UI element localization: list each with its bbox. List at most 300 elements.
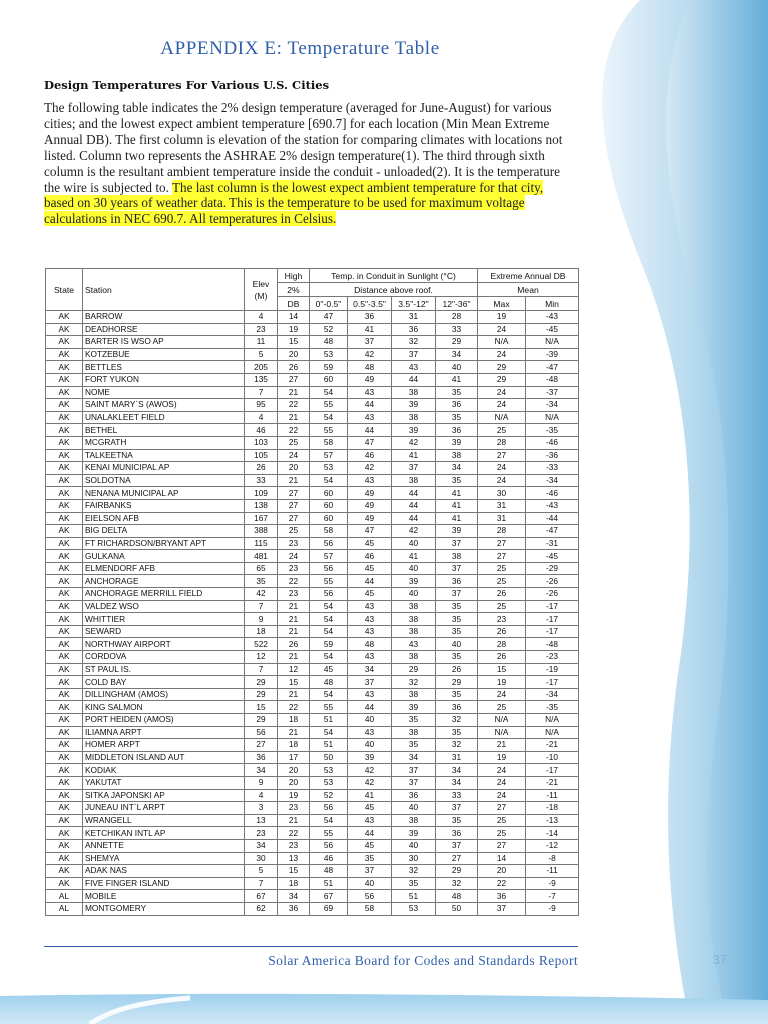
cell-d4: 41 xyxy=(436,499,478,512)
cell-min: -26 xyxy=(526,575,579,588)
cell-d3: 38 xyxy=(392,600,436,613)
cell-max: 24 xyxy=(478,462,526,475)
cell-state: AK xyxy=(46,865,83,878)
header-max: Max xyxy=(478,297,526,311)
cell-d2: 45 xyxy=(348,588,392,601)
header-state: State xyxy=(46,269,83,311)
table-row xyxy=(46,839,579,852)
table-row xyxy=(46,638,579,651)
cell-max: 28 xyxy=(478,638,526,651)
cell-d4: 39 xyxy=(436,525,478,538)
cell-station: BARTER IS WSO AP xyxy=(83,336,245,349)
cell-d1: 69 xyxy=(310,902,348,915)
cell-d1: 53 xyxy=(310,764,348,777)
cell-db: 26 xyxy=(278,638,310,651)
cell-min: -21 xyxy=(526,776,579,789)
cell-max: 28 xyxy=(478,525,526,538)
cell-state: AK xyxy=(46,625,83,638)
cell-db: 20 xyxy=(278,776,310,789)
cell-d1: 57 xyxy=(310,550,348,563)
header-station: Station xyxy=(83,269,245,311)
table-body xyxy=(46,311,579,916)
cell-station: DEADHORSE xyxy=(83,323,245,336)
table-row xyxy=(46,739,579,752)
cell-state: AK xyxy=(46,361,83,374)
cell-d2: 45 xyxy=(348,562,392,575)
cell-min: -13 xyxy=(526,814,579,827)
cell-max: 25 xyxy=(478,827,526,840)
cell-d2: 46 xyxy=(348,550,392,563)
cell-d2: 44 xyxy=(348,399,392,412)
cell-d1: 54 xyxy=(310,600,348,613)
cell-d1: 52 xyxy=(310,789,348,802)
cell-d4: 32 xyxy=(436,714,478,727)
cell-elev: 205 xyxy=(245,361,278,374)
cell-d2: 43 xyxy=(348,386,392,399)
cell-max: 28 xyxy=(478,436,526,449)
cell-db: 27 xyxy=(278,512,310,525)
cell-elev: 167 xyxy=(245,512,278,525)
cell-d3: 37 xyxy=(392,462,436,475)
cell-db: 23 xyxy=(278,588,310,601)
cell-elev: 12 xyxy=(245,651,278,664)
cell-min: -48 xyxy=(526,373,579,386)
cell-d1: 47 xyxy=(310,311,348,324)
cell-min: N/A xyxy=(526,714,579,727)
cell-min: -21 xyxy=(526,739,579,752)
cell-elev: 388 xyxy=(245,525,278,538)
cell-d4: 36 xyxy=(436,575,478,588)
cell-state: AK xyxy=(46,600,83,613)
table-row xyxy=(46,751,579,764)
cell-d2: 43 xyxy=(348,625,392,638)
cell-d1: 54 xyxy=(310,726,348,739)
cell-d3: 32 xyxy=(392,676,436,689)
title-prefix: APPENDIX E: xyxy=(160,38,288,59)
cell-elev: 56 xyxy=(245,726,278,739)
header-conduit: Temp. in Conduit in Sunlight (°C) xyxy=(310,269,478,283)
cell-max: 29 xyxy=(478,361,526,374)
cell-db: 14 xyxy=(278,311,310,324)
cell-d1: 58 xyxy=(310,525,348,538)
cell-d4: 31 xyxy=(436,751,478,764)
cell-d2: 45 xyxy=(348,802,392,815)
table-row xyxy=(46,336,579,349)
cell-state: AK xyxy=(46,739,83,752)
cell-d1: 52 xyxy=(310,323,348,336)
cell-max: 37 xyxy=(478,902,526,915)
title-main: Temperature Table xyxy=(287,38,440,59)
cell-max: 26 xyxy=(478,625,526,638)
cell-station: FORT YUKON xyxy=(83,373,245,386)
cell-d3: 39 xyxy=(392,575,436,588)
cell-state: AK xyxy=(46,550,83,563)
cell-d1: 54 xyxy=(310,613,348,626)
cell-d4: 33 xyxy=(436,789,478,802)
cell-max: 24 xyxy=(478,323,526,336)
cell-d1: 55 xyxy=(310,399,348,412)
cell-min: -47 xyxy=(526,525,579,538)
cell-elev: 26 xyxy=(245,462,278,475)
table-row xyxy=(46,651,579,664)
table-row xyxy=(46,575,579,588)
cell-elev: 105 xyxy=(245,449,278,462)
cell-db: 13 xyxy=(278,852,310,865)
cell-max: 25 xyxy=(478,701,526,714)
cell-d2: 44 xyxy=(348,827,392,840)
cell-state: AK xyxy=(46,323,83,336)
cell-d4: 36 xyxy=(436,827,478,840)
cell-d4: 28 xyxy=(436,311,478,324)
cell-d2: 35 xyxy=(348,852,392,865)
cell-elev: 138 xyxy=(245,499,278,512)
cell-max: 27 xyxy=(478,449,526,462)
table-row xyxy=(46,701,579,714)
table-row xyxy=(46,550,579,563)
cell-min: -19 xyxy=(526,663,579,676)
cell-d1: 54 xyxy=(310,386,348,399)
cell-d1: 56 xyxy=(310,802,348,815)
cell-state: AK xyxy=(46,613,83,626)
cell-d3: 42 xyxy=(392,436,436,449)
cell-d3: 44 xyxy=(392,512,436,525)
intro-text: The following table indicates the 2% design temperature (averaged for June-August) for various cities; and the lowest expect ambient temperature [690.7] for each location (Min Mean Extreme Annual DB). The first column is elevation of the station for comparing climates with locations not listed. Column two represents the ASHRAE 2% design temperature(1). The third through sixth column is the resultant ambient temperature inside the conduit - unloaded(2). It is the temperature the wire is subjected to. xyxy=(44,100,563,195)
cell-d1: 51 xyxy=(310,739,348,752)
cell-db: 21 xyxy=(278,651,310,664)
cell-station: KETCHIKAN INTL AP xyxy=(83,827,245,840)
cell-max: 19 xyxy=(478,751,526,764)
table-row xyxy=(46,776,579,789)
cell-station: BIG DELTA xyxy=(83,525,245,538)
cell-d4: 37 xyxy=(436,562,478,575)
cell-max: N/A xyxy=(478,336,526,349)
cell-state: AK xyxy=(46,814,83,827)
cell-elev: 522 xyxy=(245,638,278,651)
cell-elev: 62 xyxy=(245,902,278,915)
cell-d4: 35 xyxy=(436,726,478,739)
table-row xyxy=(46,386,579,399)
cell-state: AK xyxy=(46,701,83,714)
cell-elev: 42 xyxy=(245,588,278,601)
cell-station: DILLINGHAM (AMOS) xyxy=(83,688,245,701)
page-title xyxy=(0,38,600,60)
cell-d4: 32 xyxy=(436,739,478,752)
cell-max: 15 xyxy=(478,663,526,676)
cell-d1: 58 xyxy=(310,436,348,449)
cell-state: AK xyxy=(46,487,83,500)
cell-d4: 34 xyxy=(436,348,478,361)
cell-elev: 65 xyxy=(245,562,278,575)
cell-min: -9 xyxy=(526,902,579,915)
cell-d2: 47 xyxy=(348,436,392,449)
cell-d2: 43 xyxy=(348,474,392,487)
cell-d3: 38 xyxy=(392,688,436,701)
cell-d2: 43 xyxy=(348,411,392,424)
table-row xyxy=(46,348,579,361)
cell-d2: 42 xyxy=(348,462,392,475)
cell-station: SEWARD xyxy=(83,625,245,638)
cell-d1: 55 xyxy=(310,701,348,714)
cell-elev: 23 xyxy=(245,827,278,840)
cell-d4: 41 xyxy=(436,512,478,525)
cell-d4: 35 xyxy=(436,613,478,626)
cell-d4: 38 xyxy=(436,550,478,563)
cell-db: 23 xyxy=(278,839,310,852)
cell-elev: 7 xyxy=(245,877,278,890)
cell-d4: 29 xyxy=(436,676,478,689)
cell-d4: 38 xyxy=(436,449,478,462)
cell-station: ANCHORAGE xyxy=(83,575,245,588)
cell-min: -35 xyxy=(526,701,579,714)
cell-station: PORT HEIDEN (AMOS) xyxy=(83,714,245,727)
cell-db: 21 xyxy=(278,411,310,424)
cell-db: 18 xyxy=(278,739,310,752)
cell-db: 21 xyxy=(278,600,310,613)
cell-max: 24 xyxy=(478,348,526,361)
cell-max: 23 xyxy=(478,613,526,626)
cell-station: COLD BAY xyxy=(83,676,245,689)
cell-d2: 43 xyxy=(348,814,392,827)
cell-db: 22 xyxy=(278,399,310,412)
cell-min: -7 xyxy=(526,890,579,903)
cell-d1: 48 xyxy=(310,336,348,349)
cell-d3: 36 xyxy=(392,323,436,336)
table-row xyxy=(46,512,579,525)
cell-elev: 46 xyxy=(245,424,278,437)
cell-state: AK xyxy=(46,474,83,487)
cell-min: -43 xyxy=(526,499,579,512)
cell-db: 15 xyxy=(278,676,310,689)
cell-station: ST PAUL IS. xyxy=(83,663,245,676)
cell-d3: 38 xyxy=(392,814,436,827)
cell-d1: 55 xyxy=(310,575,348,588)
cell-d2: 56 xyxy=(348,890,392,903)
cell-d3: 43 xyxy=(392,638,436,651)
cell-state: AK xyxy=(46,399,83,412)
cell-state: AK xyxy=(46,424,83,437)
table-row xyxy=(46,625,579,638)
cell-d2: 44 xyxy=(348,701,392,714)
cell-station: UNALAKLEET FIELD xyxy=(83,411,245,424)
cell-d1: 54 xyxy=(310,625,348,638)
intro-paragraph xyxy=(44,100,564,227)
cell-d1: 56 xyxy=(310,537,348,550)
cell-state: AK xyxy=(46,562,83,575)
cell-elev: 30 xyxy=(245,852,278,865)
header-high: High xyxy=(278,269,310,283)
table-row xyxy=(46,361,579,374)
header-distance: Distance above roof. xyxy=(310,283,478,297)
cell-max: 30 xyxy=(478,487,526,500)
cell-elev: 11 xyxy=(245,336,278,349)
header-d4: 12"-36" xyxy=(436,297,478,311)
cell-station: ANCHORAGE MERRILL FIELD xyxy=(83,588,245,601)
cell-min: N/A xyxy=(526,726,579,739)
intro-highlighted-text: The last column is the lowest expect ambient temperature for that city, based on 30 years of weather data. This is the temperature to be used for maximum voltage calculations in NEC 690.7. All temperatures in Celsius. xyxy=(44,179,544,227)
cell-d1: 60 xyxy=(310,373,348,386)
cell-state: AK xyxy=(46,764,83,777)
cell-d1: 53 xyxy=(310,462,348,475)
cell-d3: 35 xyxy=(392,739,436,752)
cell-d2: 47 xyxy=(348,525,392,538)
cell-max: N/A xyxy=(478,714,526,727)
cell-state: AK xyxy=(46,499,83,512)
cell-elev: 29 xyxy=(245,676,278,689)
cell-d1: 54 xyxy=(310,651,348,664)
cell-max: 26 xyxy=(478,651,526,664)
cell-station: BARROW xyxy=(83,311,245,324)
cell-station: ANNETTE xyxy=(83,839,245,852)
cell-min: -34 xyxy=(526,688,579,701)
cell-db: 22 xyxy=(278,575,310,588)
cell-d3: 40 xyxy=(392,588,436,601)
cell-d3: 38 xyxy=(392,411,436,424)
cell-max: 20 xyxy=(478,865,526,878)
cell-d1: 54 xyxy=(310,474,348,487)
table-row xyxy=(46,487,579,500)
cell-d4: 35 xyxy=(436,386,478,399)
cell-d2: 37 xyxy=(348,865,392,878)
cell-db: 21 xyxy=(278,688,310,701)
cell-d4: 27 xyxy=(436,852,478,865)
cell-elev: 67 xyxy=(245,890,278,903)
table-row xyxy=(46,676,579,689)
header-min: Min xyxy=(526,297,579,311)
cell-d3: 37 xyxy=(392,348,436,361)
cell-max: 21 xyxy=(478,739,526,752)
footer-rule xyxy=(44,946,578,947)
cell-state: AK xyxy=(46,311,83,324)
cell-elev: 9 xyxy=(245,613,278,626)
header-extreme: Extreme Annual DB xyxy=(478,269,579,283)
cell-state: AK xyxy=(46,386,83,399)
cell-station: CORDOVA xyxy=(83,651,245,664)
cell-d2: 49 xyxy=(348,499,392,512)
cell-state: AK xyxy=(46,462,83,475)
cell-d3: 38 xyxy=(392,726,436,739)
cell-station: SAINT MARY`S (AWOS) xyxy=(83,399,245,412)
table-row xyxy=(46,411,579,424)
cell-d3: 51 xyxy=(392,890,436,903)
cell-d2: 49 xyxy=(348,512,392,525)
table-row xyxy=(46,373,579,386)
cell-db: 27 xyxy=(278,373,310,386)
cell-d1: 54 xyxy=(310,411,348,424)
cell-d4: 41 xyxy=(436,373,478,386)
cell-state: AK xyxy=(46,676,83,689)
cell-station: YAKUTAT xyxy=(83,776,245,789)
cell-min: -12 xyxy=(526,839,579,852)
cell-min: -10 xyxy=(526,751,579,764)
cell-min: -23 xyxy=(526,651,579,664)
cell-min: -29 xyxy=(526,562,579,575)
cell-max: 22 xyxy=(478,877,526,890)
cell-elev: 29 xyxy=(245,688,278,701)
cell-d1: 51 xyxy=(310,877,348,890)
cell-max: N/A xyxy=(478,726,526,739)
cell-state: AK xyxy=(46,588,83,601)
cell-elev: 7 xyxy=(245,386,278,399)
cell-station: BETHEL xyxy=(83,424,245,437)
cell-db: 25 xyxy=(278,436,310,449)
cell-max: 25 xyxy=(478,575,526,588)
cell-max: 25 xyxy=(478,600,526,613)
cell-d2: 49 xyxy=(348,487,392,500)
cell-max: 25 xyxy=(478,814,526,827)
cell-state: AK xyxy=(46,436,83,449)
cell-d2: 40 xyxy=(348,877,392,890)
cell-min: -31 xyxy=(526,537,579,550)
table-row xyxy=(46,613,579,626)
cell-state: AK xyxy=(46,751,83,764)
cell-elev: 7 xyxy=(245,663,278,676)
cell-min: -46 xyxy=(526,436,579,449)
cell-elev: 135 xyxy=(245,373,278,386)
cell-min: -11 xyxy=(526,865,579,878)
cell-db: 22 xyxy=(278,827,310,840)
cell-d4: 32 xyxy=(436,877,478,890)
section-subtitle: Design Temperatures For Various U.S. Cities xyxy=(44,78,330,92)
cell-d1: 48 xyxy=(310,865,348,878)
cell-elev: 4 xyxy=(245,311,278,324)
cell-d2: 36 xyxy=(348,311,392,324)
cell-station: SHEMYA xyxy=(83,852,245,865)
cell-d2: 45 xyxy=(348,537,392,550)
cell-elev: 35 xyxy=(245,575,278,588)
cell-db: 27 xyxy=(278,487,310,500)
cell-d3: 39 xyxy=(392,399,436,412)
cell-min: -44 xyxy=(526,512,579,525)
cell-max: N/A xyxy=(478,411,526,424)
cell-d3: 38 xyxy=(392,651,436,664)
table-row xyxy=(46,902,579,915)
cell-min: -34 xyxy=(526,474,579,487)
cell-state: AK xyxy=(46,336,83,349)
table-row xyxy=(46,789,579,802)
cell-d1: 67 xyxy=(310,890,348,903)
header-d1: 0"-0.5" xyxy=(310,297,348,311)
cell-d3: 38 xyxy=(392,613,436,626)
cell-min: -8 xyxy=(526,852,579,865)
cell-d4: 29 xyxy=(436,336,478,349)
cell-d1: 48 xyxy=(310,676,348,689)
cell-d4: 40 xyxy=(436,361,478,374)
cell-d4: 33 xyxy=(436,323,478,336)
footer-report-title: Solar America Board for Codes and Standards Report xyxy=(268,953,578,968)
cell-db: 15 xyxy=(278,336,310,349)
header-pct: 2% xyxy=(278,283,310,297)
cell-station: WHITTIER xyxy=(83,613,245,626)
cell-elev: 5 xyxy=(245,348,278,361)
cell-d1: 51 xyxy=(310,714,348,727)
table-row xyxy=(46,877,579,890)
cell-state: AL xyxy=(46,902,83,915)
header-d2: 0.5"-3.5" xyxy=(348,297,392,311)
cell-d4: 36 xyxy=(436,424,478,437)
cell-station: BETTLES xyxy=(83,361,245,374)
cell-station: ELMENDORF AFB xyxy=(83,562,245,575)
cell-d3: 41 xyxy=(392,449,436,462)
cell-station: SITKA JAPONSKI AP xyxy=(83,789,245,802)
cell-elev: 103 xyxy=(245,436,278,449)
cell-d3: 44 xyxy=(392,499,436,512)
table-row xyxy=(46,399,579,412)
cell-max: 19 xyxy=(478,311,526,324)
cell-station: TALKEETNA xyxy=(83,449,245,462)
table-row xyxy=(46,499,579,512)
cell-d3: 44 xyxy=(392,373,436,386)
header-db: DB xyxy=(278,297,310,311)
